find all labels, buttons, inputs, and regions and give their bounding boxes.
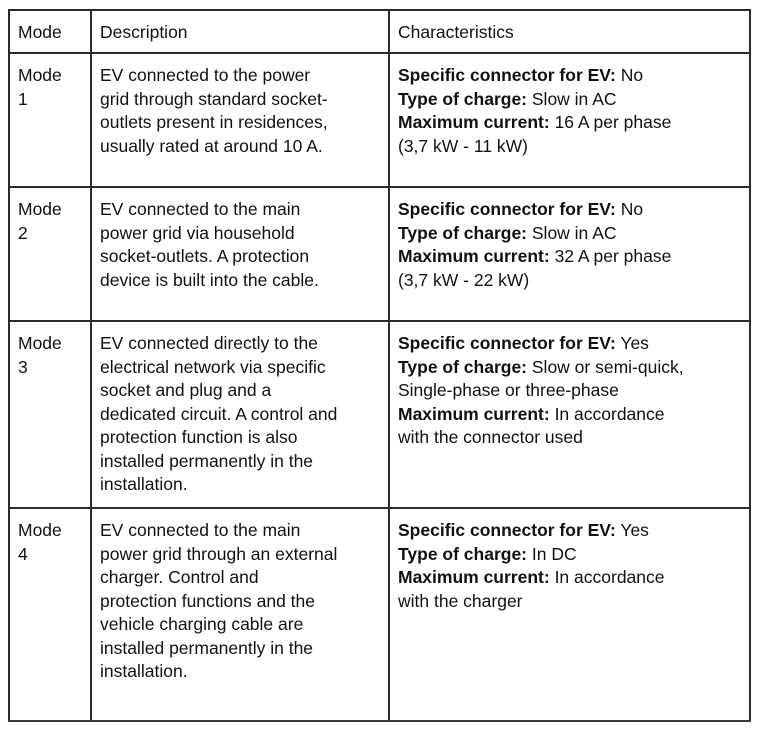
mode-cell [9, 187, 91, 321]
description-cell [91, 508, 389, 721]
description-line: EV connected to the main [100, 199, 301, 219]
description-line: installed permanently in the [100, 637, 314, 658]
current-extra: with the connector used [398, 427, 583, 447]
connector-value: No [615, 199, 644, 219]
current-line [398, 403, 741, 427]
mode-cell [9, 53, 91, 187]
charge-label: Type of charge: [398, 222, 528, 243]
current-value: In accordance [549, 403, 665, 424]
mode-number: 2 [18, 222, 28, 243]
charge-label: Type of charge: [398, 356, 528, 377]
mode-cell [9, 508, 91, 721]
mode-number: 4 [18, 543, 28, 564]
current-label: Maximum current: [398, 112, 550, 132]
charge-line [398, 356, 741, 380]
charge-line [398, 543, 741, 567]
mode-number: 3 [18, 356, 28, 377]
charge-value: Slow or semi-quick, [527, 356, 684, 377]
description-line: socket-outlets. A protection [100, 246, 310, 266]
mode-label: Mode [18, 65, 62, 85]
connector-label: Specific connector for EV: [398, 65, 616, 85]
characteristics-cell [389, 508, 750, 721]
current-extra: (3,7 kW - 11 kW) [398, 135, 528, 156]
table-row-mode-1 [9, 53, 750, 187]
connector-line [398, 332, 741, 356]
description-cell [91, 321, 389, 508]
description-line: power grid through an external [100, 543, 338, 564]
connector-line [398, 519, 741, 543]
connector-label: Specific connector for EV: [398, 199, 616, 219]
description-line: charger. Control and [100, 567, 259, 587]
charge-value: Slow in AC [527, 88, 617, 109]
mode-cell [9, 321, 91, 508]
current-label: Maximum current: [398, 246, 550, 266]
characteristics-cell [389, 53, 750, 187]
mode-label: Mode [18, 520, 62, 540]
description-line: protection function is also [100, 427, 298, 447]
connector-label: Specific connector for EV: [398, 333, 616, 353]
table-row-mode-2 [9, 187, 750, 321]
connector-line [398, 198, 741, 222]
description-line: grid through standard socket- [100, 88, 328, 109]
current-line [398, 245, 741, 269]
description-cell [91, 53, 389, 187]
mode-number: 1 [18, 88, 28, 109]
current-value: In accordance [549, 567, 665, 587]
description-line: EV connected to the power [100, 65, 311, 85]
current-extra: with the charger [398, 590, 523, 611]
description-line: usually rated at around 10 A. [100, 135, 323, 156]
header-row [9, 10, 750, 53]
table-row-mode-3 [9, 321, 750, 508]
characteristics-cell [389, 321, 750, 508]
current-extra: (3,7 kW - 22 kW) [398, 269, 530, 290]
current-line [398, 566, 741, 590]
charge-value: In DC [527, 543, 577, 564]
characteristics-cell [389, 187, 750, 321]
charge-extra: Single-phase or three-phase [398, 380, 619, 400]
description-cell [91, 187, 389, 321]
mode-label: Mode [18, 199, 62, 219]
charge-line [398, 88, 741, 112]
description-line: installation. [100, 474, 188, 494]
charge-value: Slow in AC [527, 222, 617, 243]
description-line: dedicated circuit. A control and [100, 403, 338, 424]
description-line: vehicle charging cable are [100, 614, 304, 634]
charge-line [398, 222, 741, 246]
connector-label: Specific connector for EV: [398, 520, 616, 540]
connector-value: Yes [615, 333, 649, 353]
charging-modes-table [8, 9, 751, 722]
connector-line [398, 64, 741, 88]
current-line [398, 111, 741, 135]
header-characteristics: Characteristics [389, 10, 750, 53]
table-row-mode-4 [9, 508, 750, 721]
mode-label: Mode [18, 333, 62, 353]
current-label: Maximum current: [398, 403, 550, 424]
description-line: protection functions and the [100, 590, 316, 611]
current-value: 32 A per phase [549, 246, 672, 266]
description-line: EV connected to the main [100, 520, 301, 540]
description-line: EV connected directly to the [100, 333, 318, 353]
header-description: Description [91, 10, 389, 53]
description-line: electrical network via specific [100, 356, 326, 377]
connector-value: No [615, 65, 644, 85]
description-line: outlets present in residences, [100, 112, 328, 132]
current-label: Maximum current: [398, 567, 550, 587]
connector-value: Yes [615, 520, 649, 540]
description-line: installation. [100, 661, 188, 681]
description-line: socket and plug and a [100, 380, 272, 400]
current-value: 16 A per phase [549, 112, 672, 132]
header-mode: Mode [9, 10, 91, 53]
charge-label: Type of charge: [398, 88, 528, 109]
description-line: power grid via household [100, 222, 295, 243]
description-line: device is built into the cable. [100, 269, 319, 290]
charge-label: Type of charge: [398, 543, 528, 564]
description-line: installed permanently in the [100, 450, 314, 471]
